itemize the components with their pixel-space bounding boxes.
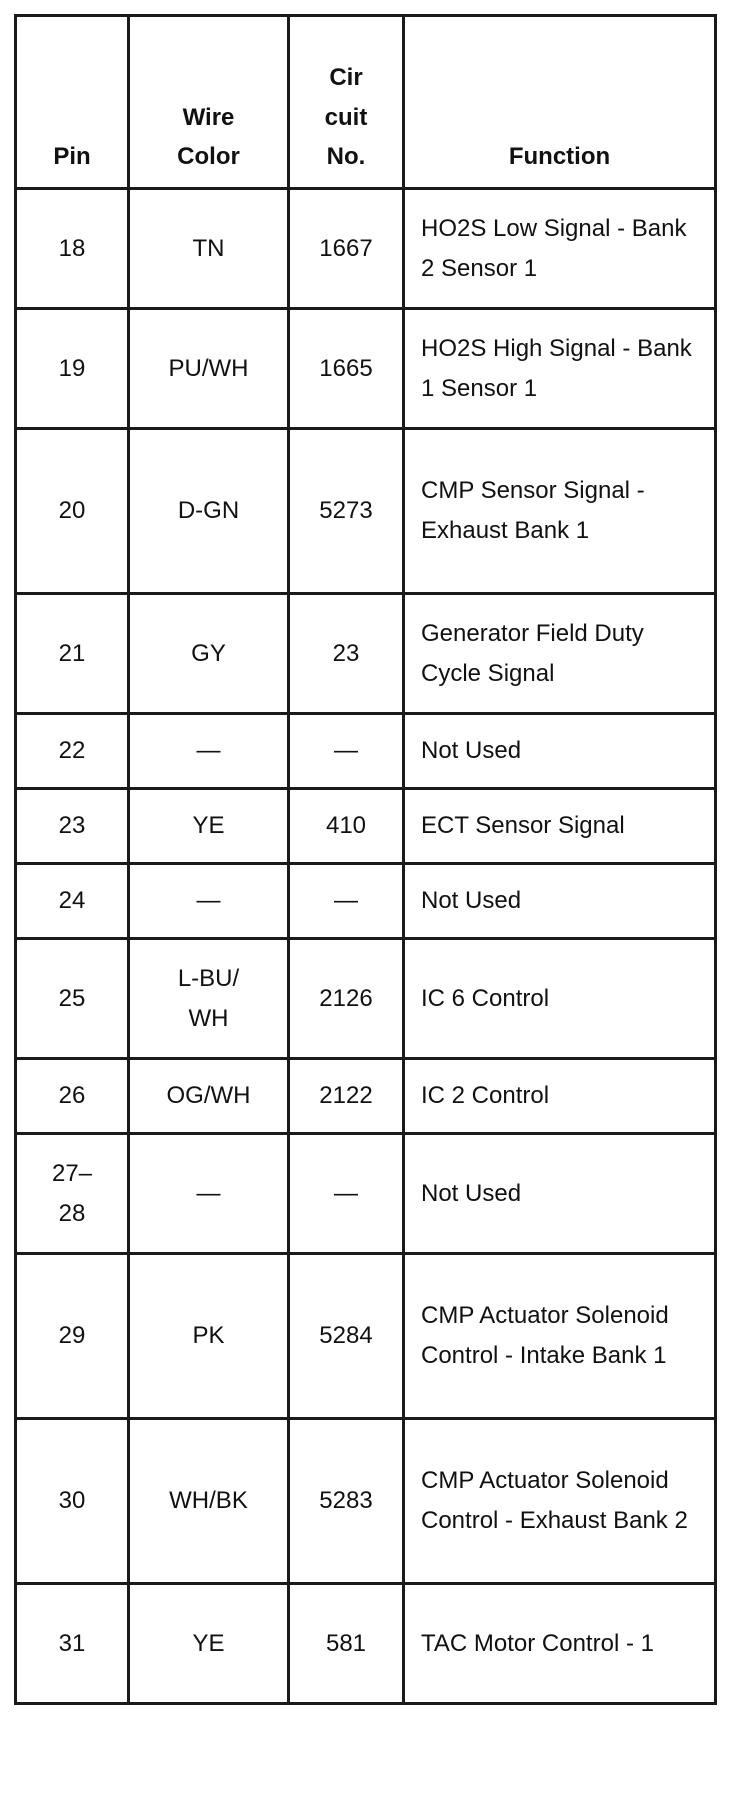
pin-cell xyxy=(16,309,129,429)
circuit-no-cell xyxy=(289,789,404,864)
table-body xyxy=(16,189,716,1704)
circuit-no-cell-text: 2122 xyxy=(319,1082,373,1110)
pin-cell xyxy=(16,1059,129,1134)
pin-cell-text: 22 xyxy=(58,737,86,765)
circuit-no-cell-text: — xyxy=(334,737,358,765)
circuit-no-cell-text: 1667 xyxy=(319,234,373,262)
pin-cell xyxy=(16,864,129,939)
wire-color-cell xyxy=(129,864,289,939)
circuit-no-cell-text: 23 xyxy=(332,639,360,667)
table-row xyxy=(16,1419,716,1584)
table-row xyxy=(16,864,716,939)
table-row xyxy=(16,789,716,864)
circuit-no-cell xyxy=(289,1584,404,1704)
pin-cell xyxy=(16,714,129,789)
circuit-no-cell xyxy=(289,189,404,309)
circuit-no-cell xyxy=(289,309,404,429)
header-pin xyxy=(16,16,129,189)
pin-cell-text: 29 xyxy=(58,1322,86,1350)
pin-cell-text: 26 xyxy=(58,1082,86,1110)
pin-cell xyxy=(16,1134,129,1254)
pin-cell-text: 30 xyxy=(58,1487,86,1515)
table-row xyxy=(16,1134,716,1254)
pin-cell xyxy=(16,429,129,594)
pin-cell-text: 21 xyxy=(58,639,86,667)
pin-cell xyxy=(16,189,129,309)
wire-color-cell-text: OG/WH xyxy=(166,1082,251,1110)
circuit-no-cell xyxy=(289,594,404,714)
header-wire-color xyxy=(129,16,289,189)
function-cell-text: Generator Field Duty Cycle Signal xyxy=(421,619,644,687)
circuit-no-cell xyxy=(289,429,404,594)
circuit-no-cell xyxy=(289,1419,404,1584)
function-cell-text: HO2S Low Signal - Bank 2 Sensor 1 xyxy=(421,214,687,282)
pin-cell xyxy=(16,1254,129,1419)
wire-color-cell xyxy=(129,939,289,1059)
header-wire-color-label: Wire Color xyxy=(177,103,240,171)
header-pin-label: Pin xyxy=(53,143,91,171)
function-cell-text: HO2S High Signal - Bank 1 Sensor 1 xyxy=(421,334,692,402)
header-row xyxy=(16,16,716,189)
wire-color-cell xyxy=(129,1419,289,1584)
function-cell xyxy=(404,429,716,594)
circuit-no-cell xyxy=(289,1134,404,1254)
pin-cell xyxy=(16,594,129,714)
circuit-no-cell-text: — xyxy=(334,1179,358,1207)
function-cell-text: IC 6 Control xyxy=(421,984,550,1012)
wire-color-cell-text: YE xyxy=(192,812,225,840)
wire-color-cell-text: PK xyxy=(192,1322,225,1350)
function-cell-text: CMP Actuator Solenoid Control - Exhaust Bank 2 xyxy=(421,1467,688,1534)
table-row xyxy=(16,429,716,594)
circuit-no-cell xyxy=(289,1254,404,1419)
function-cell xyxy=(404,789,716,864)
pin-cell-text: 18 xyxy=(58,234,86,262)
wire-color-cell xyxy=(129,1584,289,1704)
circuit-no-cell-text: 1665 xyxy=(319,354,373,382)
circuit-no-cell-text: 410 xyxy=(325,812,367,840)
pin-cell xyxy=(16,939,129,1059)
function-cell-text: TAC Motor Control - 1 xyxy=(421,1629,654,1657)
function-cell-text: Not Used xyxy=(421,1179,522,1207)
circuit-no-cell-text: 5284 xyxy=(319,1322,373,1350)
table-row xyxy=(16,1254,716,1419)
header-circuit-no-label: Cir cuit No. xyxy=(324,64,368,171)
wire-color-cell xyxy=(129,594,289,714)
function-cell xyxy=(404,714,716,789)
wire-color-cell-text: YE xyxy=(192,1629,225,1657)
wire-color-cell-text: L-BU/ WH xyxy=(177,964,240,1032)
wire-color-cell-text: TN xyxy=(192,234,225,262)
wire-color-cell xyxy=(129,189,289,309)
function-cell xyxy=(404,1584,716,1704)
function-cell xyxy=(404,1059,716,1134)
wire-color-cell-text: WH/BK xyxy=(169,1487,248,1515)
function-cell xyxy=(404,1134,716,1254)
table-row xyxy=(16,939,716,1059)
table-header xyxy=(16,16,716,189)
circuit-no-cell xyxy=(289,714,404,789)
pin-cell-text: 19 xyxy=(58,354,86,382)
function-cell-text: ECT Sensor Signal xyxy=(421,812,625,840)
wire-color-cell xyxy=(129,1254,289,1419)
function-cell-text: IC 2 Control xyxy=(421,1082,550,1110)
header-circuit-no xyxy=(289,16,404,189)
header-function-label: Function xyxy=(508,143,611,171)
header-function xyxy=(404,16,716,189)
pin-cell-text: 31 xyxy=(58,1629,86,1657)
circuit-no-cell xyxy=(289,1059,404,1134)
wire-color-cell xyxy=(129,714,289,789)
table-row xyxy=(16,1584,716,1704)
function-cell xyxy=(404,1419,716,1584)
wire-color-cell-text: D-GN xyxy=(177,497,240,525)
wire-color-cell xyxy=(129,309,289,429)
function-cell xyxy=(404,864,716,939)
circuit-no-cell xyxy=(289,939,404,1059)
circuit-no-cell-text: 5273 xyxy=(319,497,373,525)
wire-color-cell xyxy=(129,429,289,594)
circuit-no-cell-text: 2126 xyxy=(319,984,373,1012)
wire-color-cell-text: PU/WH xyxy=(168,354,249,382)
circuit-no-cell xyxy=(289,864,404,939)
table-row xyxy=(16,594,716,714)
pinout-table xyxy=(14,14,717,1705)
table-row xyxy=(16,1059,716,1134)
pin-cell-text: 25 xyxy=(58,984,86,1012)
table-row xyxy=(16,309,716,429)
function-cell-text: Not Used xyxy=(421,737,522,765)
table-row xyxy=(16,714,716,789)
pin-cell xyxy=(16,1584,129,1704)
pin-cell xyxy=(16,789,129,864)
function-cell-text: Not Used xyxy=(421,887,522,915)
circuit-no-cell-text: 581 xyxy=(325,1629,367,1657)
function-cell-text: CMP Actuator Solenoid Control - Intake Bank 1 xyxy=(421,1302,669,1369)
pin-cell-text: 23 xyxy=(58,812,86,840)
function-cell xyxy=(404,309,716,429)
pin-cell xyxy=(16,1419,129,1584)
pin-cell-text: 24 xyxy=(58,887,86,915)
pin-cell-text: 27– 28 xyxy=(51,1159,93,1227)
table-row xyxy=(16,189,716,309)
circuit-no-cell-text: — xyxy=(334,887,358,915)
wire-color-cell xyxy=(129,1059,289,1134)
circuit-no-cell-text: 5283 xyxy=(319,1487,373,1515)
wire-color-cell-text: — xyxy=(196,737,221,765)
wire-color-cell xyxy=(129,1134,289,1254)
function-cell xyxy=(404,594,716,714)
function-cell xyxy=(404,1254,716,1419)
function-cell xyxy=(404,939,716,1059)
function-cell-text: CMP Sensor Signal - Exhaust Bank 1 xyxy=(421,477,645,544)
wire-color-cell-text: — xyxy=(196,1179,221,1207)
wire-color-cell-text: GY xyxy=(191,639,226,667)
pin-cell-text: 20 xyxy=(58,497,86,525)
wire-color-cell-text: — xyxy=(196,887,221,915)
wire-color-cell xyxy=(129,789,289,864)
function-cell xyxy=(404,189,716,309)
